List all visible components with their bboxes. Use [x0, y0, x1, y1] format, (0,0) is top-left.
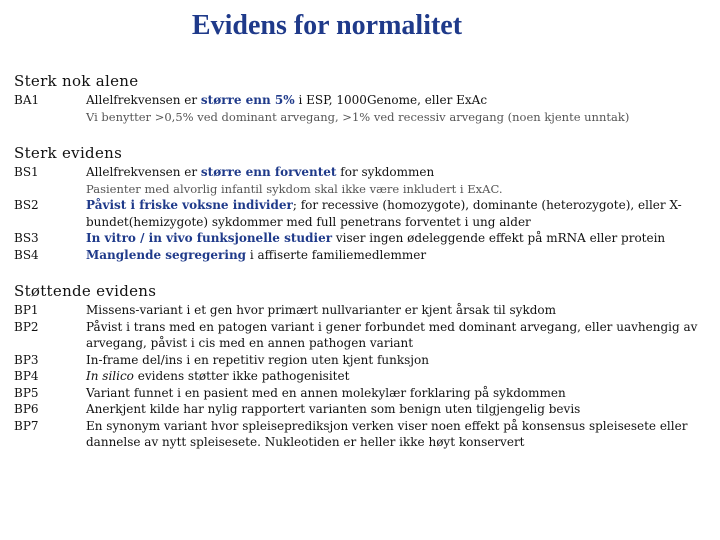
section-heading-supporting: Støttende evidens	[14, 282, 157, 300]
criterion-code: BP4	[14, 369, 39, 383]
criterion-note: Vi benytter >0,5% ved dominant arvegang, >1% ved recessiv arvegang (noen kjente unntak)	[86, 109, 630, 124]
criterion-ba1	[14, 92, 704, 125]
criterion-description: In-frame del/ins i en repetitiv region uten kjent funksjon	[86, 352, 429, 367]
criterion-code: BP6	[14, 402, 39, 416]
criterion-description: In vitro / in vivo funksjonelle studier viser ingen ødeleggende effekt på mRNA eller protein	[86, 231, 666, 245]
highlight-text: større enn forventet	[200, 165, 337, 179]
page-title: Evidens for normalitet	[191, 10, 463, 41]
section-alone	[14, 72, 704, 125]
section-heading-alone: Sterk nok alene	[14, 72, 139, 90]
criterion-bs1	[14, 164, 704, 197]
criterion-bp3	[14, 352, 704, 369]
criterion-code: BP7	[14, 418, 39, 433]
criterion-bp1	[14, 302, 704, 319]
criterion-code: BS1	[14, 165, 39, 179]
criterion-bp6	[14, 401, 704, 418]
criterion-code: BP5	[14, 385, 39, 400]
criterion-bs2	[14, 197, 704, 230]
section-supporting	[14, 282, 704, 451]
criterion-description: Variant funnet i en pasient med en annen molekylær forklaring på sykdommen	[86, 385, 566, 400]
criterion-bp4	[14, 368, 704, 385]
section-strong	[14, 144, 704, 263]
criterion-bp2	[14, 319, 704, 352]
italic-text: In silico	[86, 369, 134, 383]
criterion-code: BS4	[14, 247, 39, 262]
criterion-code: BP1	[14, 303, 39, 317]
criterion-description: En synonym variant hvor spleiseprediksjon verken viser noen effekt på konsensus spleisesete eller dannelse av nytt spleisesete. Nukleotiden er heller ikke høyt konservert	[86, 418, 688, 449]
highlight-text: Manglende segregering	[86, 247, 247, 262]
criterion-description: Påvist i trans med en patogen variant i gener forbundet med dominant arvegang, eller uavhengig av arvegang, påvist i cis med en annen pathogen variant	[86, 319, 698, 350]
criterion-bs4	[14, 247, 704, 264]
criterion-description: Manglende segregering i affiserte familiemedlemmer	[86, 247, 427, 262]
highlight-text: In vitro / in vivo funksjonelle studier	[86, 231, 333, 245]
criterion-bs3	[14, 230, 704, 247]
criterion-note: Pasienter med alvorlig infantil sykdom skal ikke være inkludert i ExAC.	[86, 181, 503, 196]
criterion-description: Anerkjent kilde har nylig rapportert varianten som benign uten tilgjengelig bevis	[86, 402, 581, 416]
highlight-text: større enn 5%	[200, 93, 295, 107]
criterion-code: BS3	[14, 231, 39, 245]
criterion-code: BP3	[14, 352, 39, 367]
criterion-description: In silico evidens støtter ikke pathogenisitet	[86, 369, 350, 383]
criterion-code: BP2	[14, 319, 39, 334]
criterion-description: Allelfrekvensen er større enn forventet for sykdommen Pasienter med alvorlig infantil sykdom skal ikke være inkludert i ExAC.	[86, 165, 503, 196]
criterion-code: BS2	[14, 198, 39, 212]
section-heading-strong: Sterk evidens	[14, 144, 123, 162]
criterion-bp7	[14, 418, 704, 451]
criterion-code: BA1	[14, 93, 40, 107]
criterion-bp5	[14, 385, 704, 402]
highlight-text: Påvist i friske voksne individer	[86, 198, 293, 212]
criterion-description: Missens-variant i et gen hvor primært nullvarianter er kjent årsak til sykdom	[86, 303, 557, 317]
criterion-description: Allelfrekvensen er større enn 5% i ESP, 1000Genome, eller ExAc Vi benytter >0,5% ved dominant arvegang, >1% ved recessiv arvegang (noen kjente unntak)	[86, 93, 630, 124]
criterion-description: Påvist i friske voksne individer; for recessive (homozygote), dominante (heterozygote), eller X-bundet(hemizygote) sykdommer med full penetrans forventet i ung alder	[86, 198, 682, 229]
